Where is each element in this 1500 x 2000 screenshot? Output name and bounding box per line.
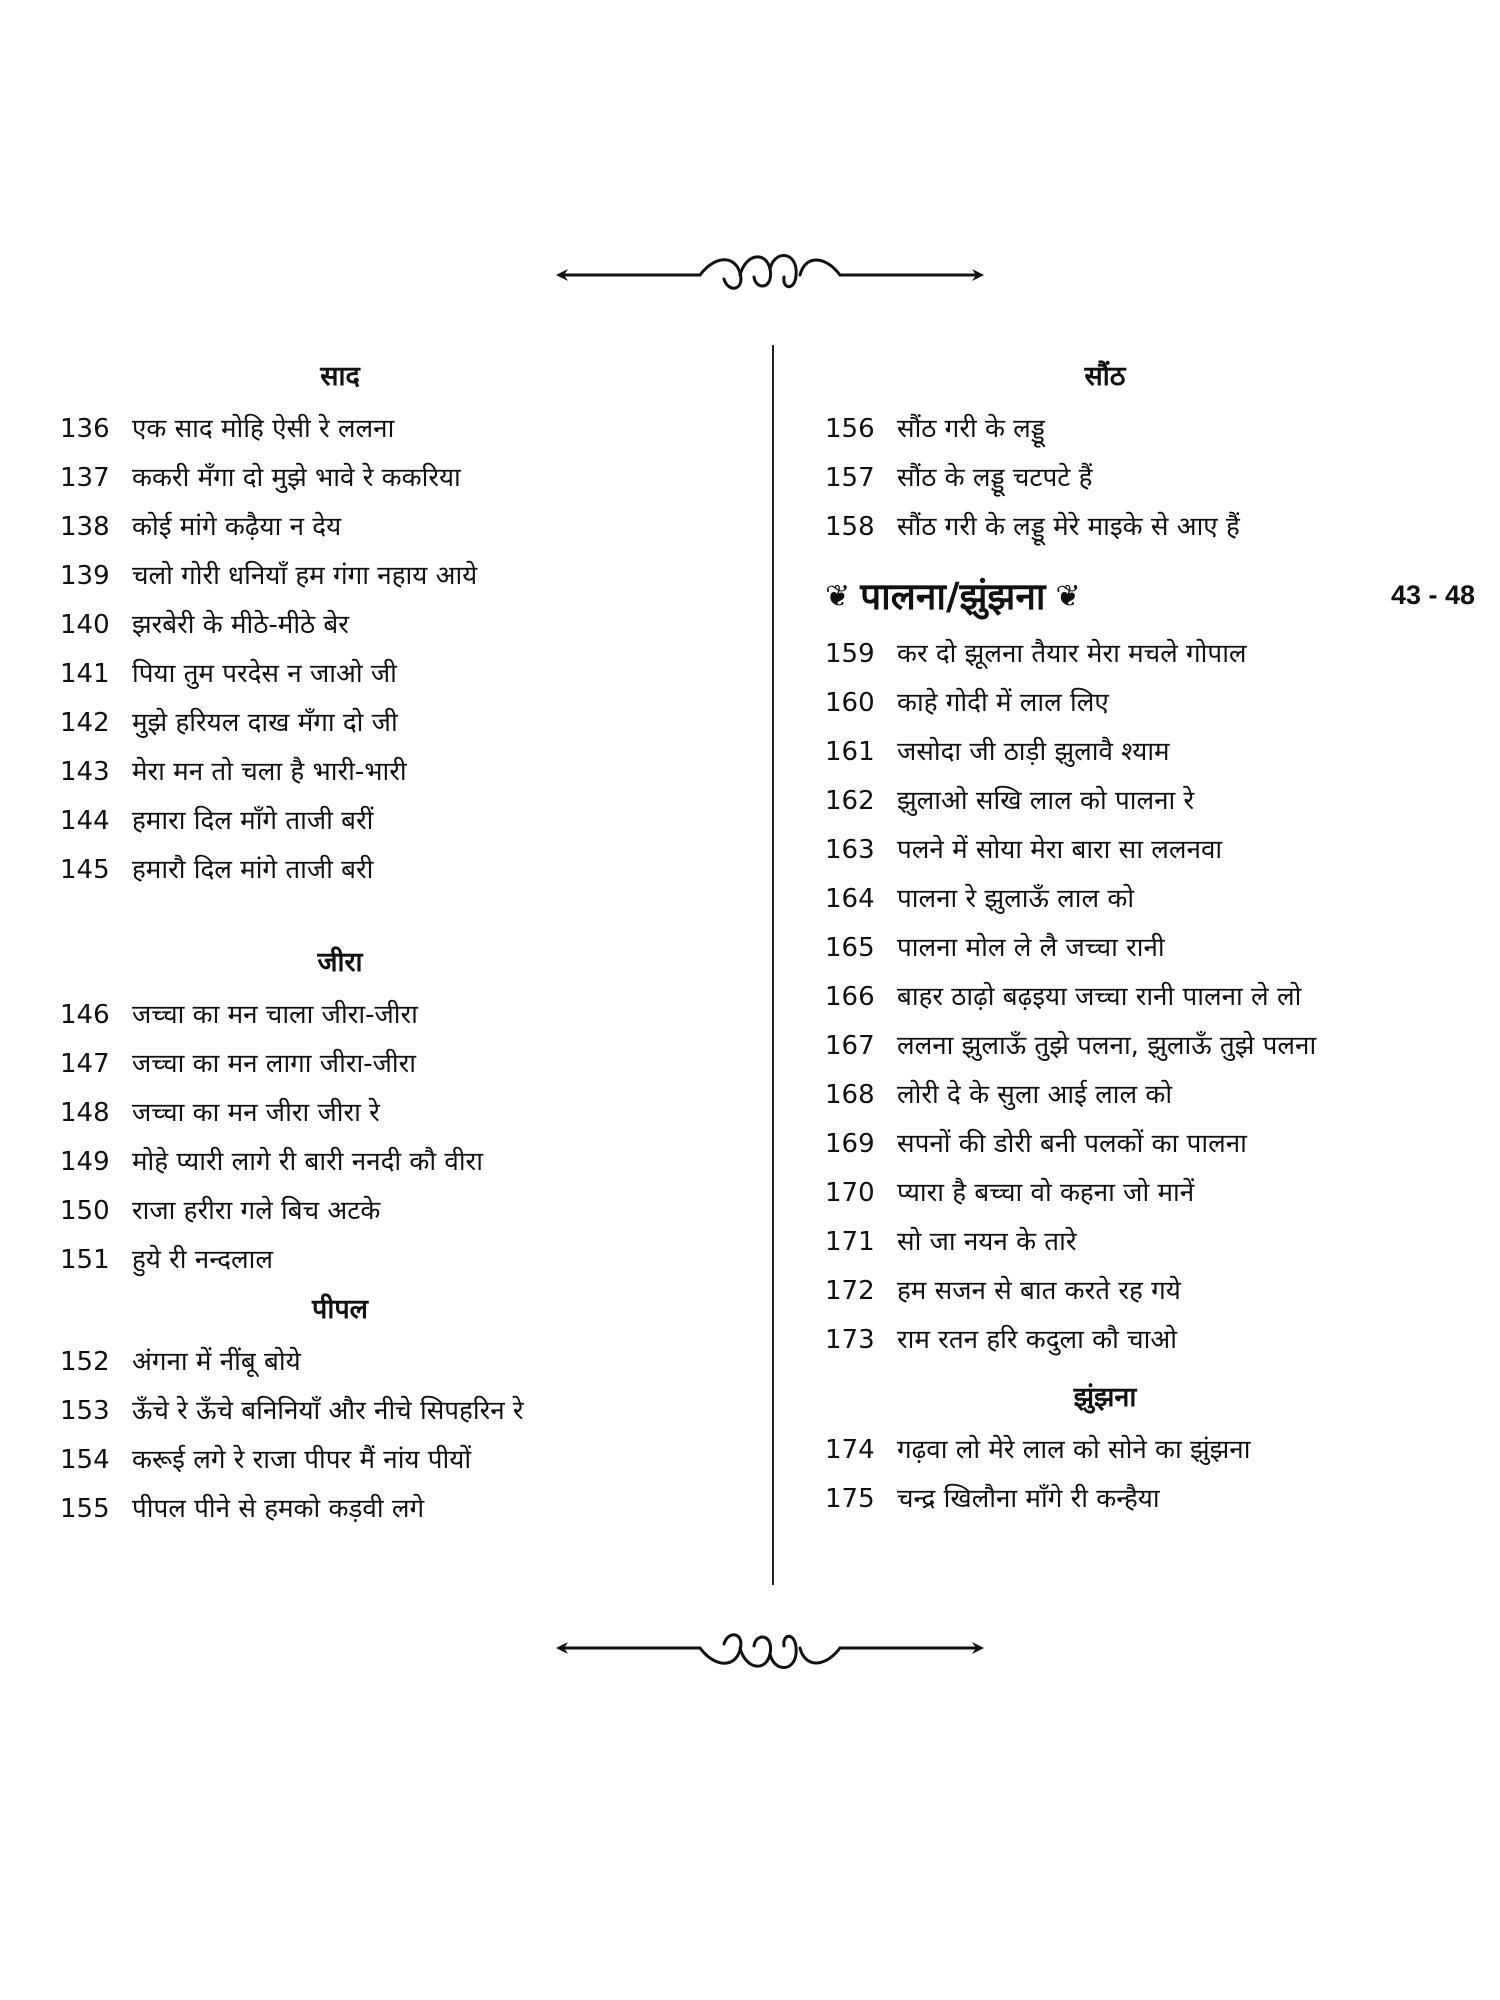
item-number: 139: [60, 561, 110, 591]
item-number: 145: [60, 855, 110, 885]
item-title: मोहे प्यारी लागे री बारी ननदी कौ वीरा: [132, 1147, 483, 1177]
item-number: 153: [60, 1396, 110, 1426]
item-number: 162: [825, 786, 875, 816]
item-title: मुझे हरियल दाख मँगा दो जी: [132, 708, 398, 738]
list-item: [825, 1218, 1485, 1267]
section-saunth: [825, 352, 1485, 552]
list-item: [60, 1436, 740, 1485]
item-title: राम रतन हरि कदुला कौ चाओ: [897, 1325, 1177, 1355]
list-item: [825, 503, 1485, 552]
list-item: [60, 1138, 740, 1187]
list-item: [60, 1089, 740, 1138]
list-item: [60, 748, 740, 797]
item-title: पालना रे झुलाऊँ लाल को: [897, 884, 1135, 914]
feature-heading: [825, 560, 1485, 630]
section-title: पीपल: [312, 1294, 368, 1325]
item-title: पिया तुम परदेस न जाओ जी: [132, 659, 397, 689]
bottom-ornament-icon: [550, 1618, 990, 1678]
list-item: [825, 405, 1485, 454]
top-ornament-icon: [550, 245, 990, 305]
column-divider: [772, 345, 774, 1585]
item-number: 143: [60, 757, 110, 787]
list-item: [60, 1485, 740, 1534]
item-title: गढ़वा लो मेरे लाल को सोने का झुंझना: [897, 1435, 1251, 1465]
item-title: पीपल पीने से हमको कड़वी लगे: [132, 1494, 425, 1524]
item-number: 142: [60, 708, 110, 738]
item-title: सौंठ के लड्डू चटपटे हैं: [897, 463, 1093, 493]
list-item: [825, 973, 1485, 1022]
item-number: 160: [825, 688, 875, 718]
item-number: 161: [825, 737, 875, 767]
list-item: [825, 826, 1485, 875]
list-item: [825, 630, 1485, 679]
item-title: जच्चा का मन चाला जीरा-जीरा: [132, 1000, 418, 1030]
item-title: हमारा दिल माँगे ताजी बरीं: [132, 806, 374, 836]
item-number: 163: [825, 835, 875, 865]
item-title: करूई लगे रे राजा पीपर मैं नांय पीयों: [132, 1445, 472, 1475]
item-number: 159: [825, 639, 875, 669]
item-number: 144: [60, 806, 110, 836]
list-item: [825, 679, 1485, 728]
item-title: चन्द्र खिलौना माँगे री कन्हैया: [897, 1484, 1160, 1514]
list-item: [825, 1169, 1485, 1218]
item-title: कोई मांगे कढ़ैया न देय: [132, 512, 342, 542]
item-number: 165: [825, 933, 875, 963]
item-number: 150: [60, 1196, 110, 1226]
list-item: [825, 777, 1485, 826]
list-item: [825, 1267, 1485, 1316]
list-item: [60, 503, 740, 552]
list-item: [60, 1338, 740, 1387]
item-title: हमारौ दिल मांगे ताजी बरी: [132, 855, 374, 885]
item-title: चलो गोरी धनियाँ हम गंगा नहाय आये: [132, 561, 478, 591]
item-number: 149: [60, 1147, 110, 1177]
item-number: 137: [60, 463, 110, 493]
item-number: 154: [60, 1445, 110, 1475]
item-title: सो जा नयन के तारे: [897, 1227, 1077, 1257]
list-item: [825, 1475, 1485, 1524]
list-item: [60, 454, 740, 503]
item-number: 169: [825, 1129, 875, 1159]
item-title: प्यारा है बच्चा वो कहना जो मानें: [897, 1178, 1195, 1208]
item-title: हुये री नन्दलाल: [132, 1245, 274, 1275]
list-item: [60, 650, 740, 699]
item-number: 146: [60, 1000, 110, 1030]
page-range: 43 - 48: [1391, 580, 1476, 610]
item-number: 148: [60, 1098, 110, 1128]
item-number: 141: [60, 659, 110, 689]
item-title: जसोदा जी ठाड़ी झुलावै श्याम: [897, 737, 1170, 767]
item-title: बाहर ठाढ़ो बढ़इया जच्चा रानी पालना ले लो: [897, 982, 1302, 1012]
item-number: 172: [825, 1276, 875, 1306]
item-title: लोरी दे के सुला आई लाल को: [897, 1080, 1173, 1110]
list-item: [60, 601, 740, 650]
item-number: 156: [825, 414, 875, 444]
section-title: झुंझना: [1073, 1382, 1137, 1413]
item-number: 170: [825, 1178, 875, 1208]
item-number: 147: [60, 1049, 110, 1079]
list-item: [825, 1071, 1485, 1120]
right-column: [825, 352, 1485, 1524]
list-item: [60, 405, 740, 454]
list-item: [60, 1236, 740, 1285]
item-title: ललना झुलाऊँ तुझे पलना, झुलाऊँ तुझे पलना: [897, 1031, 1317, 1061]
list-item: [825, 454, 1485, 503]
list-item: [60, 991, 740, 1040]
item-title: सौंठ गरी के लड्डू मेरे माइके से आए हैं: [897, 512, 1240, 542]
item-number: 155: [60, 1494, 110, 1524]
item-number: 174: [825, 1435, 875, 1465]
section-peepal: [60, 1285, 740, 1534]
item-number: 175: [825, 1484, 875, 1514]
item-title: जच्चा का मन जीरा जीरा रे: [132, 1098, 380, 1128]
item-number: 167: [825, 1031, 875, 1061]
left-column: [60, 352, 740, 1534]
section-title: साद: [320, 361, 360, 392]
item-title: ऊँचे रे ऊँचे बनिनियाँ और नीचे सिपहरिन रे: [132, 1396, 524, 1426]
list-item: [60, 1187, 740, 1236]
item-number: 164: [825, 884, 875, 914]
section-title: सौंठ: [1084, 361, 1126, 392]
list-item: [825, 875, 1485, 924]
item-number: 158: [825, 512, 875, 542]
item-number: 168: [825, 1080, 875, 1110]
item-title: राजा हरीरा गले बिच अटके: [132, 1196, 381, 1226]
item-number: 152: [60, 1347, 110, 1377]
item-title: हम सजन से बात करते रह गये: [897, 1276, 1181, 1306]
item-title: एक साद मोहि ऐसी रे ललना: [132, 414, 395, 444]
item-title: झरबेरी के मीठे-मीठे बेर: [132, 610, 349, 640]
fleuron-left-icon: ❦: [825, 578, 851, 614]
item-title: अंगना में नींबू बोये: [132, 1347, 301, 1377]
list-item: [60, 552, 740, 601]
section-title: जीरा: [317, 947, 363, 978]
list-item: [825, 1426, 1485, 1475]
item-title: सपनों की डोरी बनी पलकों का पालना: [897, 1129, 1247, 1159]
item-title: पालना मोल ले लै जच्चा रानी: [897, 933, 1165, 963]
item-title: काहे गोदी में लाल लिए: [897, 688, 1109, 718]
list-item: [825, 728, 1485, 777]
list-item: [60, 699, 740, 748]
fleuron-right-icon: ❦: [1055, 578, 1081, 614]
section-saad: [60, 352, 740, 895]
feature-title: पालना/झुंझना: [860, 574, 1046, 618]
item-number: 166: [825, 982, 875, 1012]
item-number: 157: [825, 463, 875, 493]
item-title: पलने में सोया मेरा बारा सा ललनवा: [897, 835, 1223, 865]
item-number: 151: [60, 1245, 110, 1275]
list-item: [60, 797, 740, 846]
section-jeera: [60, 938, 740, 1285]
list-item: [825, 1316, 1485, 1365]
item-number: 138: [60, 512, 110, 542]
item-title: झुलाओ सखि लाल को पालना रे: [897, 786, 1195, 816]
list-item: [60, 846, 740, 895]
section-palna: [825, 560, 1485, 1365]
list-item: [825, 1022, 1485, 1071]
item-number: 173: [825, 1325, 875, 1355]
item-number: 140: [60, 610, 110, 640]
item-title: जच्चा का मन लागा जीरा-जीरा: [132, 1049, 416, 1079]
list-item: [60, 1040, 740, 1089]
section-jhunjhna: [825, 1373, 1485, 1524]
item-number: 136: [60, 414, 110, 444]
item-title: कर दो झूलना तैयार मेरा मचले गोपाल: [897, 639, 1247, 669]
list-item: [825, 1120, 1485, 1169]
list-item: [825, 924, 1485, 973]
item-title: मेरा मन तो चला है भारी-भारी: [132, 757, 407, 787]
item-title: ककरी मँगा दो मुझे भावे रे ककरिया: [132, 463, 461, 493]
list-item: [60, 1387, 740, 1436]
item-number: 171: [825, 1227, 875, 1257]
item-title: सौंठ गरी के लड्डू: [897, 414, 1045, 444]
